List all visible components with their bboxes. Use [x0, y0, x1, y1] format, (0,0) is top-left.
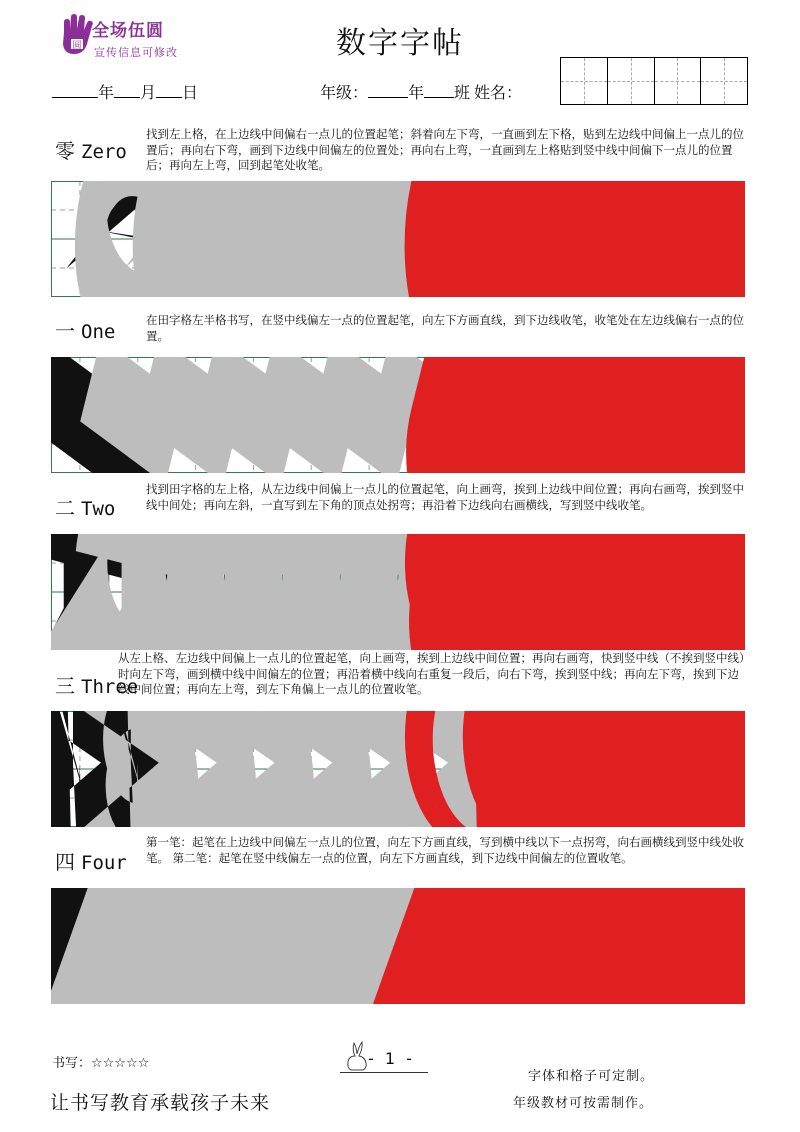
month-label: 月 — [140, 83, 157, 102]
digit-trace — [296, 369, 317, 453]
digit-dots — [700, 545, 732, 628]
slogan: 让书写教育承载孩子未来 — [50, 1092, 271, 1114]
day-label: 日 — [182, 83, 199, 102]
month-blank[interactable] — [114, 83, 140, 98]
name-cell[interactable] — [561, 58, 608, 104]
section-label — [55, 492, 115, 521]
class-label: 班 — [454, 83, 471, 102]
date-line — [52, 80, 198, 103]
section-label — [55, 135, 127, 164]
section-cn: 零 — [55, 139, 75, 163]
section-instruction: 找到田字格的左上格，从左边线中间偏上一点儿的位置起笔，向上画弯，挨到上边线中间位置；再向右画弯，挨到竖中线中间处；再向左斜，一直写到左下角的顶点处拐弯；再沿着下边线向右画横线，写到竖中线收笔。 — [146, 482, 744, 512]
digit-solid — [65, 369, 86, 453]
section-label — [55, 846, 127, 875]
digit-trace — [181, 369, 202, 453]
custom-note-1: 字体和格子可定制。 — [528, 1069, 655, 1084]
section-en: One — [81, 321, 116, 343]
name-label: 姓名： — [474, 83, 523, 102]
section-cn: 三 — [55, 674, 75, 698]
section-label — [55, 315, 115, 344]
section-instruction: 在田字格左半格书写，在竖中线偏左一点的位置起笔，向左下方画直线，到下边线收笔，收笔处在左边线偏右一点的位置。 — [146, 313, 744, 343]
section-cn: 一 — [55, 319, 75, 343]
digit-trace — [123, 369, 144, 453]
digit-dots — [698, 900, 734, 986]
day-blank[interactable] — [156, 83, 182, 98]
writing-grid[interactable] — [51, 888, 745, 1004]
page-number: - 1 - — [368, 1049, 415, 1068]
section-cn: 二 — [55, 496, 75, 520]
rating-stars[interactable]: 书写：☆☆☆☆☆ — [52, 1056, 150, 1071]
writing-grid[interactable] — [51, 711, 745, 827]
page-underline — [340, 1072, 428, 1073]
year-blank[interactable] — [52, 83, 98, 98]
section-cn: 四 — [55, 850, 75, 874]
section-instruction: 从左上格、左边线中间偏上一点儿的位置起笔，向上画弯，挨到上边线中间位置；再向右画弯，快到竖中线（不挨到竖中线）时向左下弯，画到横中线中间偏左的位置；再沿着横中线向右重复一段后，向右下弯，挨到竖中线；再向左下弯，挨到下边线中间位置；再向左上弯，到左下角偏上一点儿的位置收笔。 — [118, 651, 745, 696]
writing-grid[interactable] — [51, 357, 745, 473]
digit-dots — [701, 369, 722, 453]
writing-grid[interactable] — [51, 534, 745, 650]
year-label: 年 — [98, 83, 115, 102]
grade-year-label: 年 — [408, 83, 425, 102]
class-blank[interactable] — [424, 83, 454, 98]
logo-name: 全场伍圆 — [92, 21, 164, 41]
digit-trace — [354, 369, 375, 453]
digit-solid — [61, 723, 94, 808]
grade-label: 年级： — [320, 83, 369, 102]
section-en: Zero — [81, 141, 127, 163]
digit-dots — [700, 194, 732, 275]
grade-blank[interactable] — [368, 83, 408, 98]
student-line — [320, 80, 522, 103]
section-en: Three — [81, 676, 139, 698]
writing-grid[interactable] — [51, 181, 745, 297]
name-cell[interactable] — [655, 58, 702, 104]
section-en: Four — [81, 852, 127, 874]
logo-badge: 圆 — [72, 41, 82, 51]
name-cell[interactable] — [701, 58, 747, 104]
section-instruction: 找到左上格，在上边线中间偏右一点儿的位置起笔；斜着向左下弯，一直画到左下格，贴到左边线中间偏上一点儿的位置后；再向右下弯，画到下边线中间偏左的位置处；再向右上弯，一直画到左上格贴到竖中线中间偏下一点儿的位置后；再向左上弯，回到起笔处收笔。 — [146, 127, 744, 172]
digit-trace — [238, 369, 259, 453]
page-title: 数字字帖 — [336, 26, 464, 61]
name-cell[interactable] — [608, 58, 655, 104]
logo-subtitle: 宣传信息可修改 — [94, 46, 178, 59]
section-instruction: 第一笔：起笔在上边线中间偏左一点儿的位置，向左下方画直线，写到横中线以下一点拐弯，向右画横线到竖中线处收笔。 第二笔：起笔在竖中线偏左一点的位置，向左下方画直线，到下边线中间偏左的位置收笔。 — [146, 835, 744, 865]
custom-note-2: 年级教材可按需制作。 — [513, 1096, 654, 1111]
name-box[interactable] — [560, 57, 748, 105]
section-en: Two — [81, 498, 116, 520]
